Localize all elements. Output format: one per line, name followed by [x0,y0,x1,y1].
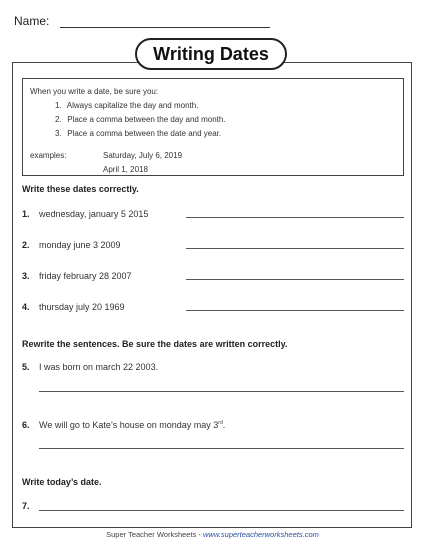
answer-line[interactable] [186,248,404,249]
question-number: 4. [22,302,30,312]
answer-line[interactable] [39,448,404,449]
rules-intro: When you write a date, be sure you: [30,87,159,96]
question-text: We will go to Kate’s house on monday may 3rd. [39,420,226,430]
answer-line[interactable] [186,279,404,280]
name-answer-line[interactable] [60,27,270,28]
section-heading-todays-date: Write today’s date. [22,477,102,487]
example-date: April 1, 2018 [103,165,148,174]
question-text: wednesday, january 5 2015 [39,209,149,219]
question-text: monday june 3 2009 [39,240,121,250]
worksheet-title: Writing Dates [135,38,287,70]
answer-line[interactable] [39,391,404,392]
answer-line[interactable] [39,510,404,511]
question-text: friday february 28 2007 [39,271,132,281]
question-number: 3. [22,271,30,281]
ordinal-suffix: rd [218,420,223,426]
footer: Super Teacher Worksheets - www.superteacherworksheets.com [106,530,319,539]
section-heading-rewrite-sentences: Rewrite the sentences. Be sure the dates are written correctly. [22,339,288,349]
question-number: 7. [22,501,30,511]
rule-item: 1. Always capitalize the day and month. [55,101,199,110]
example-date: Saturday, July 6, 2019 [103,151,183,160]
section-heading-write-dates: Write these dates correctly. [22,184,139,194]
answer-line[interactable] [186,310,404,311]
question-number: 2. [22,240,30,250]
question-text: I was born on march 22 2003. [39,362,159,372]
question-number: 6. [22,420,30,430]
question-text: thursday july 20 1969 [39,302,125,312]
name-label: Name: [14,14,50,28]
question-number: 5. [22,362,30,372]
rules-box [22,78,404,176]
rule-item: 3. Place a comma between the date and year. [55,129,222,138]
examples-label: examples: [30,151,67,160]
answer-line[interactable] [186,217,404,218]
question-number: 1. [22,209,30,219]
footer-link[interactable]: www.superteacherworksheets.com [202,530,319,539]
rule-item: 2. Place a comma between the day and month. [55,115,226,124]
